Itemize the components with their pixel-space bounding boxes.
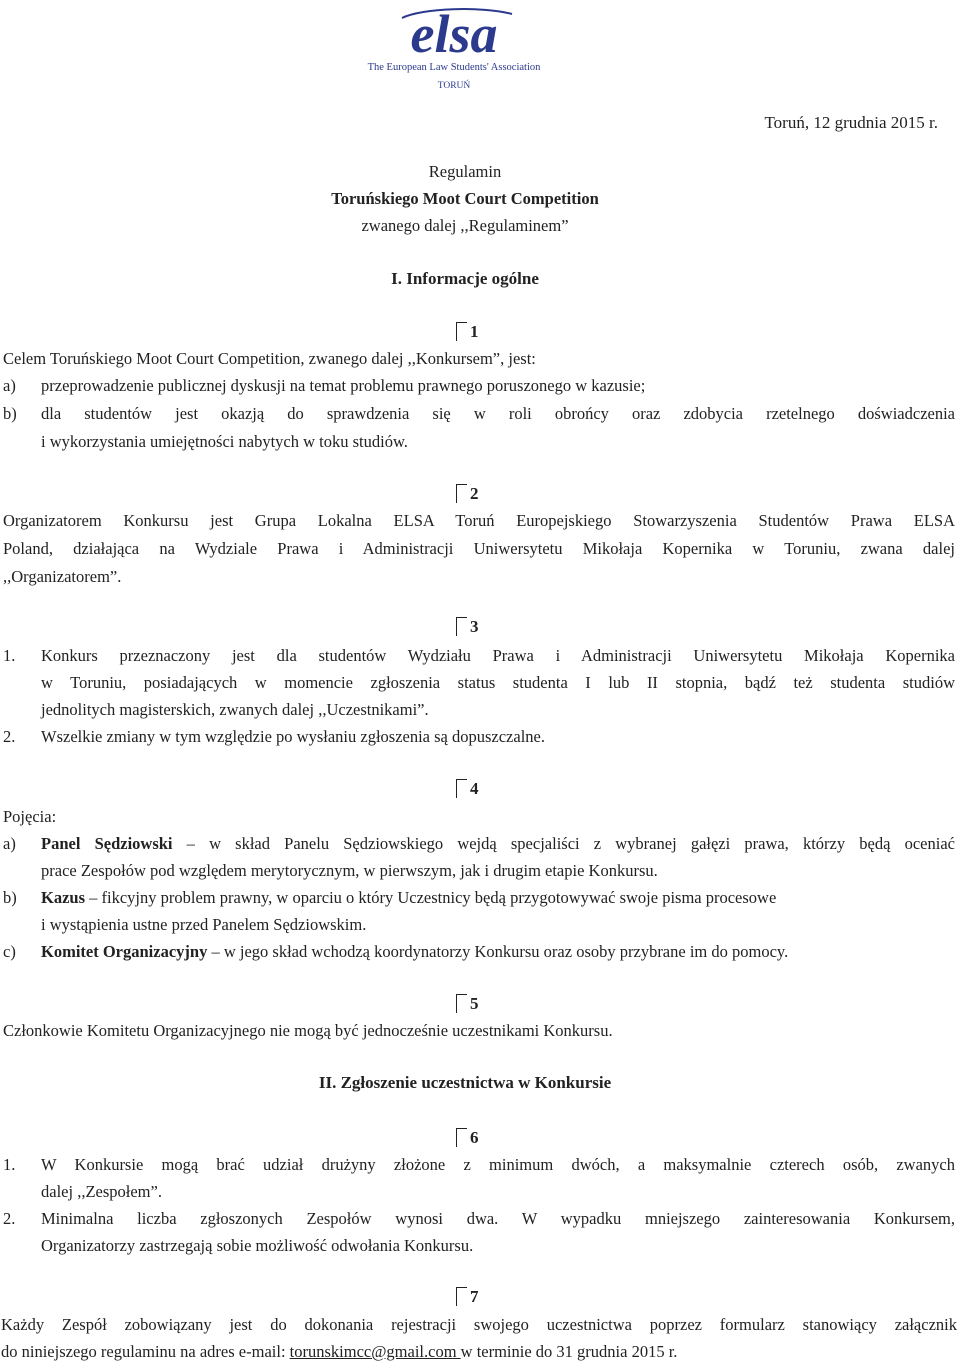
p5-text: Członkowie Komitetu Organizacyjnego nie mogą być jednocześnie uczestnikami Konkursu.	[3, 1021, 613, 1040]
section-sign-icon	[456, 1287, 467, 1306]
p1-intro: Celem Toruńskiego Moot Court Competition, zwanego dalej ,,Konkursem”, jest:	[3, 349, 536, 368]
p6-2-label: 2.	[3, 1209, 16, 1228]
p2-line3: ,,Organizatorem”.	[3, 567, 122, 586]
section-sign-icon	[456, 994, 467, 1013]
logo-city: TORUŃ	[437, 81, 471, 91]
p3-1-line3: jednolitych magisterskich, zwanych dalej ,,Uczestnikami”.	[41, 700, 429, 719]
title-regulamin: Regulamin	[428, 162, 502, 181]
p6-2-line1: Minimalna liczba zgłoszonych Zespołów wynosi dwa. W wypadku mniejszego zainteresowania Konkursem,	[41, 1209, 955, 1228]
section-sign-icon	[456, 484, 467, 503]
paragraph-mark-1: 1	[456, 322, 479, 342]
term-panel-sedziowski: Panel Sędziowski	[41, 834, 173, 853]
p4-a-label: a)	[3, 834, 16, 853]
email-link[interactable]: torunskimcc@gmail.com	[289, 1342, 461, 1361]
section-sign-icon	[456, 322, 467, 341]
p1-a-label: a)	[3, 376, 16, 395]
p7-line2: do niniejszego regulaminu na adres e-mail: torunskimcc@gmail.com w terminie do 31 grudnia 2015 r.	[1, 1342, 678, 1361]
paragraph-mark-6: 6	[456, 1128, 479, 1148]
p7-line1: Każdy Zespół zobowiązany jest do dokonania rejestracji swojego uczestnictwa poprzez formularz stanowiący załącznik	[1, 1315, 957, 1334]
p3-1-label: 1.	[3, 646, 16, 665]
p4-b-line2: i wystąpienia ustne przed Panelem Sędziowskim.	[41, 915, 367, 934]
paragraph-mark-7: 7	[456, 1287, 479, 1307]
p3-1-line1: Konkurs przeznaczony jest dla studentów Wydziału Prawa i Administracji Uniwersytetu Mikołaja Kopernika	[41, 646, 955, 665]
p2-line2: Poland, działająca na Wydziale Prawa i Administracji Uniwersytetu Mikołaja Kopernika w Toruniu, zwana dalej	[3, 539, 955, 558]
p1-a-text: przeprowadzenie publicznej dyskusji na temat problemu prawnego poruszonego w kazusie;	[41, 376, 646, 395]
term-kazus: Kazus	[41, 888, 86, 907]
p4-b-label: b)	[3, 888, 17, 907]
paragraph-mark-5: 5	[456, 994, 479, 1014]
document-date: Toruń, 12 grudnia 2015 r.	[764, 113, 938, 132]
p4-a-line1: Panel Sędziowski – w skład Panelu Sędziowskiego wejdą specjaliści z wybranej gałęzi prawa, którzy będą oceniać	[41, 834, 955, 853]
logo-org: The European Law Students' Association	[367, 62, 541, 73]
p3-1-line2: w Toruniu, posiadających w momencie zgłoszenia status studenta I lub II stopnia, bądź też studenta studiów	[41, 673, 955, 692]
paragraph-mark-2: 2	[456, 484, 479, 504]
term-komitet: Komitet Organizacyjny	[41, 942, 208, 961]
p6-2-line2: Organizatorzy zastrzegają sobie możliwość odwołania Konkursu.	[41, 1236, 474, 1255]
paragraph-mark-4: 4	[456, 779, 479, 799]
p6-1-line2: dalej ,,Zespołem”.	[41, 1182, 162, 1201]
title-competition: Toruńskiego Moot Court Competition	[331, 189, 599, 208]
p4-a-line2: prace Zespołów pod względem merytorycznym, w pierwszym, jak i drugim etapie Konkursu.	[41, 861, 658, 880]
section-sign-icon	[456, 617, 467, 636]
p1-b-label: b)	[3, 404, 17, 423]
p4-intro: Pojęcia:	[3, 807, 57, 826]
section-heading-2: II. Zgłoszenie uczestnictwa w Konkursie	[318, 1073, 612, 1092]
section-heading-1: I. Informacje ogólne	[391, 269, 539, 288]
section-sign-icon	[456, 779, 467, 798]
title-subtitle: zwanego dalej ,,Regulaminem”	[361, 216, 569, 235]
logo-wordmark: elsa	[410, 4, 498, 64]
p6-1-label: 1.	[3, 1155, 16, 1174]
paragraph-mark-3: 3	[456, 617, 479, 637]
p3-2-label: 2.	[3, 727, 16, 746]
p1-b-line2: i wykorzystania umiejętności nabytych w toku studiów.	[41, 432, 408, 451]
p3-2-text: Wszelkie zmiany w tym względzie po wysłaniu zgłoszenia są dopuszczalne.	[41, 727, 545, 746]
p4-c-label: c)	[3, 942, 16, 961]
p4-b-line1: Kazus – fikcyjny problem prawny, w oparciu o który Uczestnicy będą przygotowywać swoje pisma procesowe	[41, 888, 777, 907]
p1-b-line1: dla studentów jest okazją do sprawdzenia się w roli obrońcy oraz zdobycia rzetelnego doświadczenia	[41, 404, 955, 423]
p6-1-line1: W Konkursie mogą brać udział drużyny złożone z minimum dwóch, a maksymalnie czterech osób, zwanych	[41, 1155, 955, 1174]
elsa-logo	[362, 0, 547, 94]
p4-c-line1: Komitet Organizacyjny – w jego skład wchodzą koordynatorzy Konkursu oraz osoby przybrane im do pomocy.	[41, 942, 789, 961]
p2-line1: Organizatorem Konkursu jest Grupa Lokalna ELSA Toruń Europejskiego Stowarzyszenia Studentów Prawa ELSA	[3, 511, 955, 530]
section-sign-icon	[456, 1128, 467, 1147]
